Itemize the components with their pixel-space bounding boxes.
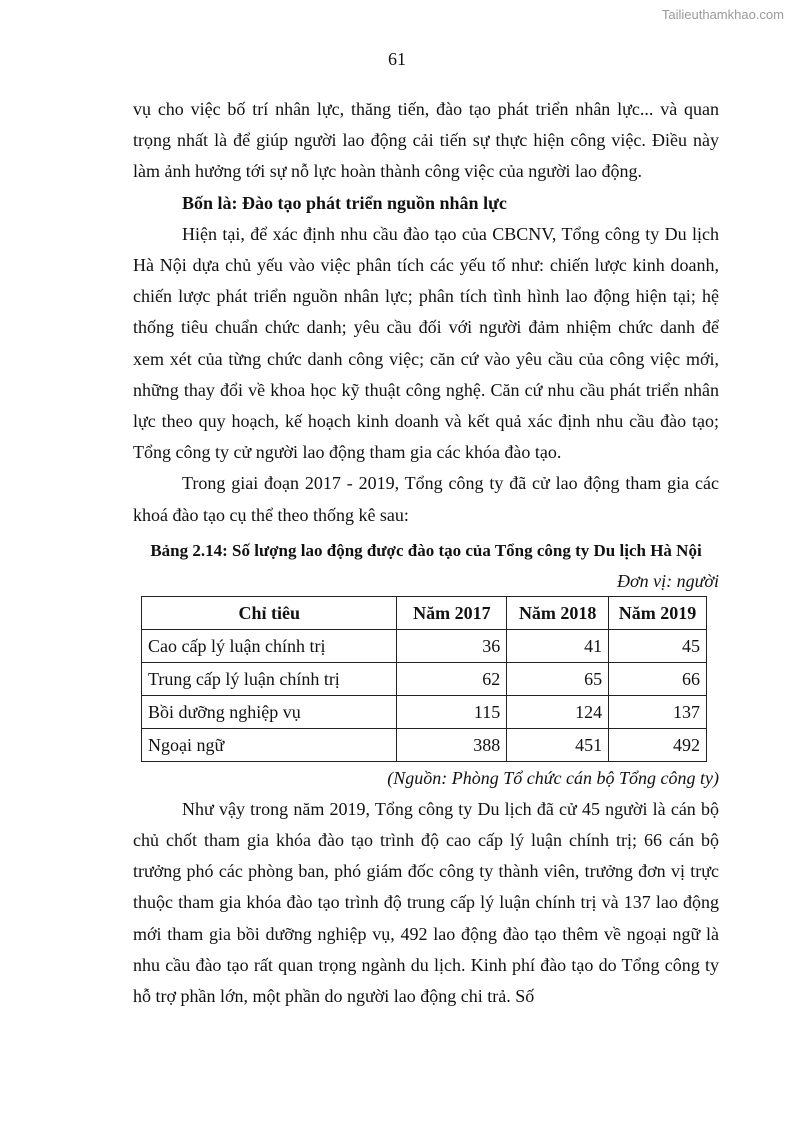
- header-year-2019: Năm 2019: [609, 596, 707, 629]
- table-row: [142, 728, 707, 761]
- paragraph-training-needs: Hiện tại, để xác định nhu cầu đào tạo của CBCNV, Tổng công ty Du lịch Hà Nội dựa chủ yếu vào việc phân tích các yếu tố như: chiến lược kinh doanh, chiến lược phát triển nguồn nhân lực; phân tích tình hình lao động hiện tại; hệ thống tiêu chuẩn chức danh; yêu cầu đối với người đảm nhiệm chức danh để xem xét của từng chức danh công việc; căn cứ vào yêu cầu của công việc mới, những thay đổi về khoa học kỹ thuật công nghệ. Căn cứ nhu cầu phát triển nhân lực theo quy hoạch, kế hoạch kinh doanh và kết quả xác định nhu cầu đào tạo; Tổng công ty cử người lao động tham gia các khóa đào tạo.: [133, 223, 719, 463]
- cell-value: 388: [397, 728, 507, 761]
- row-label: Bồi dưỡng nghiệp vụ: [142, 695, 397, 728]
- row-label: Cao cấp lý luận chính trị: [142, 629, 397, 662]
- cell-value: 137: [609, 695, 707, 728]
- table-caption: Bảng 2.14: Số lượng lao động được đào tạo của Tổng công ty Du lịch Hà Nội: [150, 540, 702, 560]
- training-table: [141, 596, 707, 762]
- row-label: Trung cấp lý luận chính trị: [142, 662, 397, 695]
- table-unit: Đơn vị: người: [616, 570, 719, 591]
- paragraph-training-period: Trong giai đoạn 2017 - 2019, Tổng công ty đã cử lao động tham gia các khoá đào tạo cụ thể theo thống kê sau:: [133, 473, 719, 525]
- header-year-2018: Năm 2018: [507, 596, 609, 629]
- cell-value: 492: [609, 728, 707, 761]
- section-heading: Bốn là: Đào tạo phát triển nguồn nhân lực: [182, 192, 507, 213]
- table-row: [142, 662, 707, 695]
- cell-value: 41: [507, 629, 609, 662]
- table-row: [142, 629, 707, 662]
- paragraph-continuation: vụ cho việc bố trí nhân lực, thăng tiến, đào tạo phát triển nhân lực... và quan trọng nhất là để giúp người lao động cải tiến sự thực hiện công việc. Điều này làm ảnh hưởng tới sự nỗ lực hoàn thành công việc của người lao động.: [133, 99, 719, 182]
- cell-value: 65: [507, 662, 609, 695]
- cell-value: 66: [609, 662, 707, 695]
- header-criteria: Chỉ tiêu: [142, 596, 397, 629]
- table-row: [142, 695, 707, 728]
- cell-value: 124: [507, 695, 609, 728]
- table-source: (Nguồn: Phòng Tổ chức cán bộ Tổng công ty): [387, 767, 719, 788]
- watermark: Tailieuthamkhao.com: [661, 7, 784, 22]
- cell-value: 451: [507, 728, 609, 761]
- header-year-2017: Năm 2017: [397, 596, 507, 629]
- page-number: 61: [388, 49, 406, 69]
- cell-value: 36: [397, 629, 507, 662]
- cell-value: 115: [397, 695, 507, 728]
- row-label: Ngoại ngữ: [142, 728, 397, 761]
- paragraph-analysis: Như vậy trong năm 2019, Tổng công ty Du lịch đã cử 45 người là cán bộ chủ chốt tham gia khóa đào tạo trình độ cao cấp lý luận chính trị; 66 cán bộ trưởng phó các phòng ban, phó giám đốc công ty thành viên, trưởng đơn vị trực thuộc tham gia khóa đào tạo trình độ trung cấp lý luận chính trị và 137 lao động mới tham gia bồi dưỡng nghiệp vụ, 492 lao động đào tạo thêm về ngoại ngữ là nhu cầu đào tạo rất quan trọng ngành du lịch. Kinh phí đào tạo do Tổng công ty hỗ trợ phần lớn, một phần do người lao động chi trả. Số: [133, 798, 719, 1007]
- document-body: [133, 94, 719, 1012]
- cell-value: 62: [397, 662, 507, 695]
- cell-value: 45: [609, 629, 707, 662]
- table-header-row: [142, 596, 707, 629]
